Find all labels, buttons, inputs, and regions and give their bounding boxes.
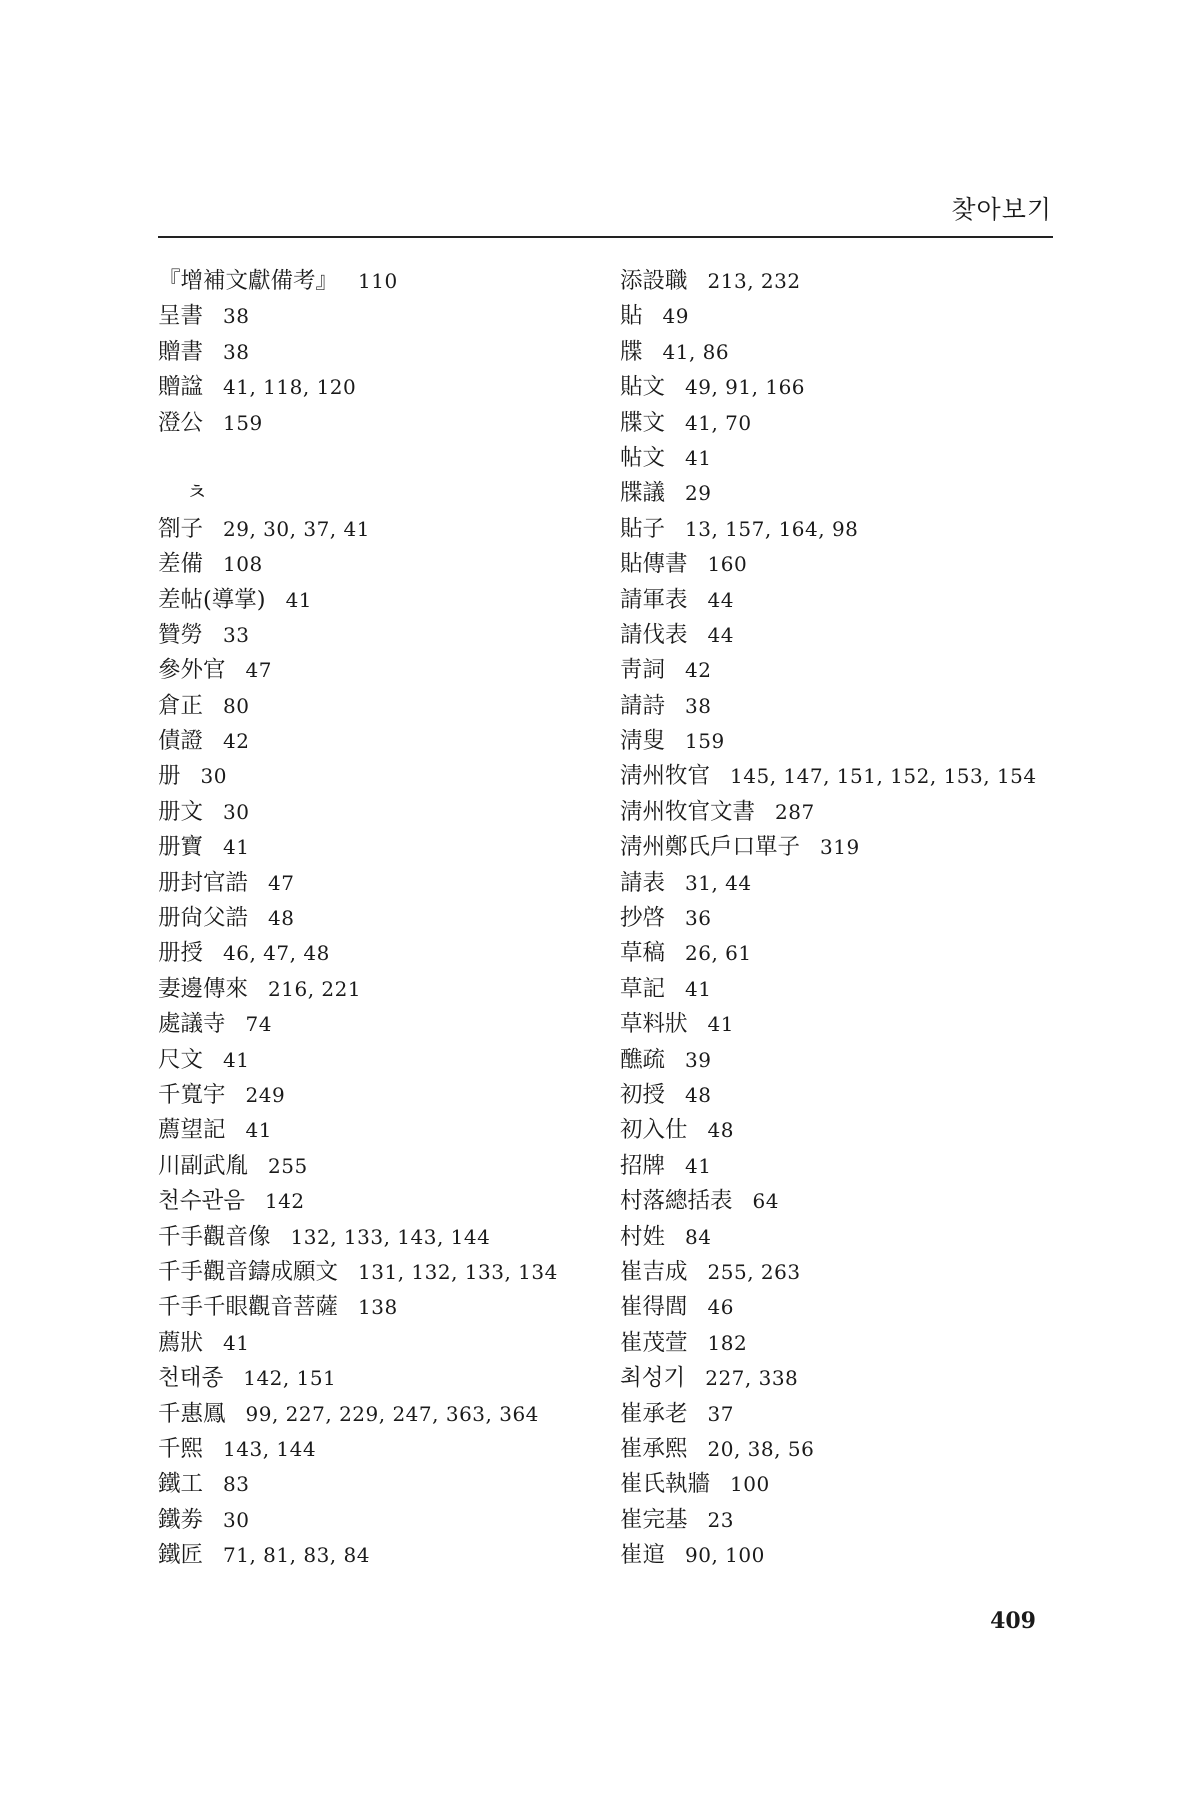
index-entry <box>158 653 598 688</box>
index-entry <box>158 618 598 653</box>
index-pages: 41, 118, 120 <box>223 375 357 400</box>
index-entry <box>158 1290 598 1325</box>
index-entry <box>620 1467 1100 1502</box>
index-entry <box>620 370 1100 405</box>
index-pages: 33 <box>223 622 250 647</box>
index-pages: 29 <box>685 481 712 506</box>
index-entry <box>620 653 1100 688</box>
page-number: 409 <box>990 1608 1036 1634</box>
index-term: 添設職 <box>620 268 688 294</box>
index-section-heading <box>158 476 598 511</box>
index-entry <box>158 335 598 370</box>
index-entry <box>158 1043 598 1078</box>
index-pages: 249 <box>245 1082 286 1107</box>
index-pages: 48 <box>268 906 295 931</box>
index-term: 최성기 <box>620 1365 686 1392</box>
index-entry <box>158 689 598 724</box>
index-entry <box>620 795 1100 830</box>
index-entry <box>158 1503 598 1538</box>
index-term: 劄子 <box>158 515 204 542</box>
index-pages: 159 <box>223 410 263 435</box>
index-term: 천수관음 <box>158 1188 245 1215</box>
index-pages: 30 <box>223 799 250 824</box>
index-term: 牒文 <box>620 409 666 436</box>
index-pages: 159 <box>685 729 725 754</box>
index-entry <box>620 264 1100 299</box>
index-pages: 29, 30, 37, 41 <box>223 516 370 541</box>
index-term: 册文 <box>158 798 204 825</box>
index-term: 崔氏執牆 <box>620 1471 711 1498</box>
index-entry <box>158 406 598 441</box>
index-pages: 42 <box>685 658 712 683</box>
index-term: 崔逭 <box>620 1542 666 1569</box>
index-term: 崔承熙 <box>620 1435 688 1462</box>
index-pages: 41 <box>223 835 250 860</box>
index-column-left <box>158 264 598 1573</box>
index-pages: 30 <box>223 1507 250 1532</box>
index-pages: 182 <box>707 1330 748 1355</box>
index-entry <box>158 1184 598 1219</box>
index-pages: 37 <box>707 1401 734 1426</box>
index-term: 千惠鳳 <box>158 1400 226 1427</box>
index-pages: 138 <box>358 1295 398 1320</box>
index-term: 册寶 <box>158 834 204 861</box>
index-term: 請軍表 <box>620 586 688 613</box>
index-pages: 41 <box>245 1118 272 1143</box>
index-term: 千手觀音像 <box>158 1223 271 1250</box>
index-pages: 41, 70 <box>685 410 752 435</box>
index-term: 倉正 <box>158 692 204 719</box>
index-pages: 31, 44 <box>685 870 752 895</box>
index-term: 牒 <box>620 338 643 365</box>
index-pages: 41 <box>285 587 313 612</box>
index-column-right <box>620 264 1100 1573</box>
index-entry <box>620 618 1100 653</box>
index-entry <box>158 759 598 794</box>
index-entry <box>158 830 598 865</box>
index-entry <box>620 1361 1100 1396</box>
index-entry <box>158 441 598 476</box>
index-pages: 44 <box>707 587 734 612</box>
index-entry <box>158 1397 598 1432</box>
index-pages: 100 <box>730 1472 770 1497</box>
index-pages: 26, 61 <box>685 941 752 966</box>
index-pages: 143, 144 <box>223 1436 317 1461</box>
index-entry <box>620 866 1100 901</box>
index-entry <box>158 724 598 759</box>
index-entry <box>620 689 1100 724</box>
index-entry <box>620 1538 1100 1573</box>
index-entry <box>158 512 598 547</box>
index-entry <box>620 476 1100 511</box>
index-pages: 36 <box>685 906 712 931</box>
index-term: 淸州鄭氏戶口單子 <box>620 834 801 861</box>
index-entry <box>620 1503 1100 1538</box>
index-entry <box>158 370 598 405</box>
index-entry <box>158 1007 598 1042</box>
page-header-title: 찾아보기 <box>951 195 1052 224</box>
index-pages: 30 <box>200 764 227 789</box>
index-term: 천태종 <box>158 1365 224 1392</box>
index-pages: 13, 157, 164, 98 <box>685 516 859 541</box>
index-entry <box>158 1078 598 1113</box>
index-entry <box>158 972 598 1007</box>
index-pages: 145, 147, 151, 152, 153, 154 <box>730 764 1037 789</box>
index-term: 差帖(導掌) <box>158 586 266 613</box>
index-pages: 287 <box>775 799 815 824</box>
index-term: 尺文 <box>158 1046 204 1073</box>
index-term: 鐵匠 <box>158 1542 204 1569</box>
index-term: 債證 <box>158 728 204 755</box>
index-entry <box>158 1220 598 1255</box>
index-pages: 42 <box>223 729 250 754</box>
index-entry <box>620 441 1100 476</box>
index-pages: 83 <box>223 1472 250 1497</box>
index-term: 崔得閭 <box>620 1294 688 1321</box>
index-entry <box>158 866 598 901</box>
index-pages: 216, 221 <box>268 976 362 1001</box>
index-term: 千手觀音鑄成願文 <box>158 1258 339 1285</box>
index-entry <box>620 335 1100 370</box>
index-term: 貼子 <box>620 515 666 542</box>
index-term: 贈書 <box>158 338 204 365</box>
index-entry <box>158 264 598 299</box>
index-pages: 48 <box>685 1082 712 1107</box>
index-term: 崔完基 <box>620 1506 688 1533</box>
index-term: 册封官誥 <box>158 869 249 896</box>
index-term: 妻邊傳來 <box>158 975 249 1002</box>
index-entry <box>620 299 1100 334</box>
index-entry <box>620 512 1100 547</box>
index-pages: 39 <box>685 1047 712 1072</box>
index-term: 招牌 <box>620 1152 666 1179</box>
index-entry <box>158 547 598 582</box>
index-pages: 47 <box>245 658 272 683</box>
index-term: 鐵工 <box>158 1471 204 1498</box>
index-entry <box>620 1184 1100 1219</box>
index-term: 呈書 <box>158 303 204 330</box>
index-entry <box>620 901 1100 936</box>
index-pages: 213, 232 <box>707 269 801 293</box>
index-entry <box>158 1113 598 1148</box>
index-pages: 20, 38, 56 <box>707 1436 815 1461</box>
index-term: 醮疏 <box>620 1046 666 1073</box>
index-entry <box>158 1467 598 1502</box>
index-pages: 255 <box>268 1153 308 1178</box>
index-pages: 132, 133, 143, 144 <box>290 1224 491 1249</box>
index-term: 薦望記 <box>158 1117 226 1144</box>
index-entry <box>620 972 1100 1007</box>
index-pages: 46, 47, 48 <box>223 941 330 966</box>
index-pages: 23 <box>707 1507 734 1532</box>
index-entry <box>620 1290 1100 1325</box>
index-entry <box>620 1043 1100 1078</box>
index-term: 千熙 <box>158 1435 204 1462</box>
index-pages: 64 <box>752 1189 779 1214</box>
index-pages: 49 <box>662 304 689 329</box>
index-term: 草料狀 <box>620 1011 688 1038</box>
index-entry <box>620 406 1100 441</box>
index-term: 册尙父誥 <box>158 905 249 932</box>
index-term: 草稿 <box>620 940 666 967</box>
index-entry <box>620 1078 1100 1113</box>
index-term: 請伐表 <box>620 621 688 648</box>
index-entry <box>620 1007 1100 1042</box>
index-term: 初授 <box>620 1081 666 1108</box>
index-pages: 71, 81, 83, 84 <box>223 1543 370 1568</box>
index-term: 『增補文獻備考』 <box>158 268 339 294</box>
index-term: 册授 <box>158 940 204 967</box>
index-term: 崔承老 <box>620 1400 688 1427</box>
index-pages: 46 <box>707 1295 734 1320</box>
index-pages: 108 <box>223 552 263 577</box>
index-pages: 41 <box>223 1047 250 1072</box>
index-pages: 142, 151 <box>243 1366 337 1391</box>
index-pages: 84 <box>685 1224 712 1249</box>
index-entry <box>158 1538 598 1573</box>
index-term: 千寬宇 <box>158 1081 226 1108</box>
index-entry <box>620 1149 1100 1184</box>
index-pages: 80 <box>223 693 250 718</box>
index-entry <box>620 583 1100 618</box>
index-pages: 49, 91, 166 <box>685 375 806 400</box>
index-entry <box>620 724 1100 759</box>
index-entry <box>620 759 1100 794</box>
index-term: ㅊ <box>186 480 208 507</box>
index-entry <box>158 901 598 936</box>
index-term: 處議寺 <box>158 1011 226 1038</box>
index-entry <box>620 936 1100 971</box>
index-term: 淸叟 <box>620 728 666 755</box>
index-term: 淸州牧官文書 <box>620 798 756 825</box>
index-pages: 110 <box>358 269 398 293</box>
index-term: 參外官 <box>158 657 226 684</box>
index-term: 村姓 <box>620 1223 666 1250</box>
index-term: 薦狀 <box>158 1329 204 1356</box>
index-term: 千手千眼觀音菩薩 <box>158 1294 339 1321</box>
index-entry <box>158 1149 598 1184</box>
index-term: 贈諡 <box>158 374 204 401</box>
index-term: 贊勞 <box>158 621 204 648</box>
index-pages: 255, 263 <box>707 1259 801 1284</box>
index-pages: 47 <box>268 870 295 895</box>
index-entry <box>158 583 598 618</box>
index-pages: 41 <box>707 1012 734 1037</box>
index-term: 帖文 <box>620 444 666 471</box>
index-term: 淸州牧官 <box>620 763 711 790</box>
index-pages: 90, 100 <box>685 1543 765 1568</box>
index-pages: 41 <box>223 1330 250 1355</box>
index-entry <box>620 1326 1100 1361</box>
index-term: 貼傳書 <box>620 551 688 578</box>
index-term: 牒議 <box>620 480 666 507</box>
index-term: 初入仕 <box>620 1117 688 1144</box>
index-term: 鐵劵 <box>158 1506 204 1533</box>
index-pages: 319 <box>820 835 860 860</box>
index-pages: 99, 227, 229, 247, 363, 364 <box>245 1401 539 1426</box>
index-pages: 74 <box>245 1012 272 1037</box>
index-entry <box>158 1255 598 1290</box>
index-pages: 227, 338 <box>705 1366 799 1391</box>
index-term: 貼文 <box>620 374 666 401</box>
index-entry <box>620 830 1100 865</box>
index-entry <box>158 1326 598 1361</box>
index-term: 差備 <box>158 551 204 578</box>
index-term: 請詩 <box>620 692 666 719</box>
index-pages: 142 <box>264 1189 305 1214</box>
index-term: 請表 <box>620 869 666 896</box>
index-entry <box>158 1361 598 1396</box>
index-pages: 38 <box>685 693 712 718</box>
index-term: 貼 <box>620 303 643 330</box>
index-pages: 48 <box>707 1118 734 1143</box>
index-entry <box>620 1432 1100 1467</box>
index-term: 抄啓 <box>620 905 666 932</box>
index-pages: 41, 86 <box>662 339 730 364</box>
index-entry <box>620 547 1100 582</box>
index-term: 崔吉成 <box>620 1258 688 1285</box>
index-term: 澄公 <box>158 409 204 436</box>
index-pages: 41 <box>685 1153 712 1178</box>
index-term: 崔茂萱 <box>620 1329 688 1356</box>
index-term: 村落總括表 <box>620 1188 733 1215</box>
index-pages: 44 <box>707 622 734 647</box>
index-entry <box>158 1432 598 1467</box>
index-entry <box>620 1113 1100 1148</box>
index-entry <box>620 1397 1100 1432</box>
index-pages: 131, 132, 133, 134 <box>358 1259 558 1284</box>
index-entry <box>158 936 598 971</box>
index-term: 靑詞 <box>620 657 666 684</box>
index-pages: 41 <box>685 445 712 470</box>
index-term: 草記 <box>620 975 666 1002</box>
index-term: 川副武胤 <box>158 1152 249 1179</box>
index-entry <box>620 1220 1100 1255</box>
index-pages: 41 <box>685 976 712 1001</box>
header-rule <box>158 236 1053 238</box>
index-pages: 160 <box>707 552 748 577</box>
index-pages: 38 <box>223 304 250 329</box>
index-term: 册 <box>158 763 181 790</box>
index-entry <box>620 1255 1100 1290</box>
index-entry <box>158 299 598 334</box>
index-entry <box>158 795 598 830</box>
index-pages: 38 <box>223 339 250 364</box>
